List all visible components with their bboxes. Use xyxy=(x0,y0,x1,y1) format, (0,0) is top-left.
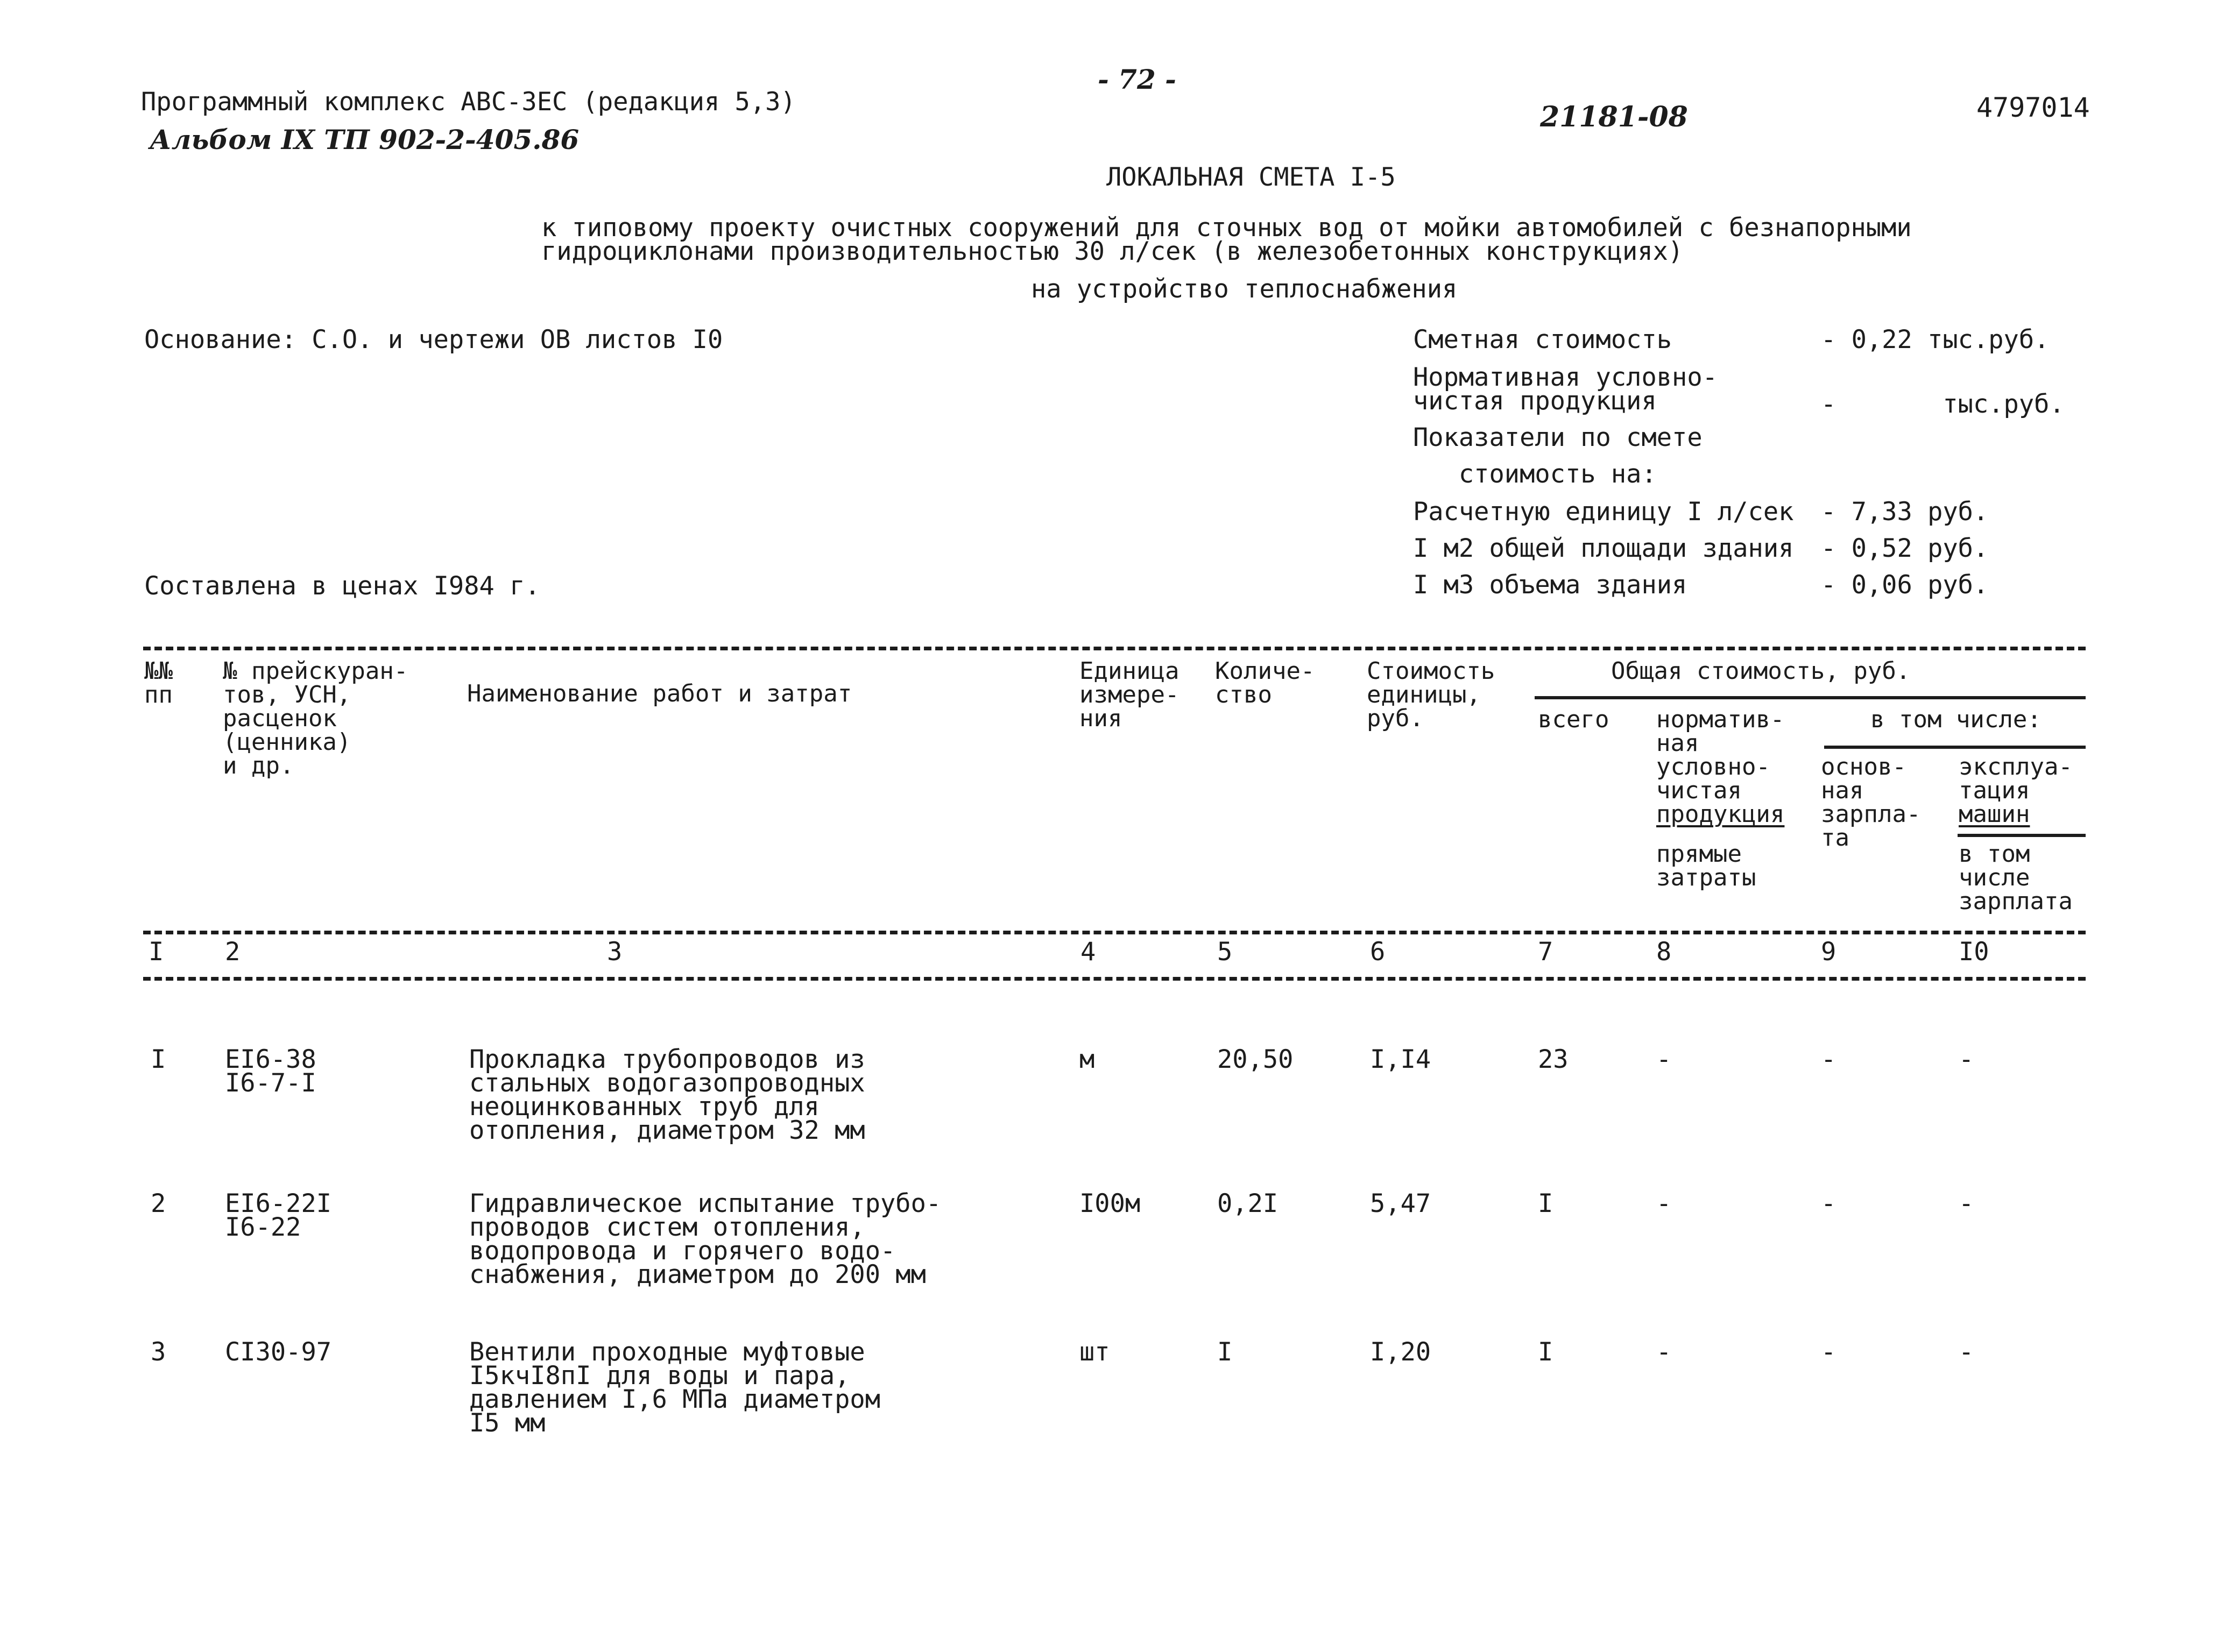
row-3-qty: I xyxy=(1217,1337,1233,1367)
row-1-col-10: - xyxy=(1959,1045,1974,1074)
header-col-8: норматив- ная условно- чистая xyxy=(1656,706,1785,804)
compiled-text: Составлена в ценах I984 г. xyxy=(144,571,540,601)
summary-label: Нормативная условно- чистая продукция xyxy=(1413,363,1718,416)
column-number: 7 xyxy=(1538,937,1553,967)
row-2-name: Гидравлическое испытание трубо- проводов систем отопления, водопровода и горячего водо- снабжения, диаметром до 200 мм xyxy=(469,1189,942,1289)
header-col-6: Стоимость единицы, руб. xyxy=(1367,657,1495,732)
header-bottom-rule xyxy=(143,931,2086,934)
row-3-col-10: - xyxy=(1959,1337,1974,1367)
summary-label: Сметная стоимость xyxy=(1413,325,1672,354)
summary-value: - 0,06 руб. xyxy=(1821,570,1989,600)
summary-label: I м3 объема здания xyxy=(1413,570,1687,600)
row-1-qty: 20,50 xyxy=(1217,1045,1294,1074)
column-number: 2 xyxy=(225,937,241,967)
row-1-price: I,I4 xyxy=(1370,1045,1431,1074)
row-3-code: CI30-97 xyxy=(225,1337,332,1367)
row-1-unit: м xyxy=(1079,1045,1095,1074)
summary-value: - 7,33 руб. xyxy=(1821,497,1989,527)
row-3-col-8: - xyxy=(1656,1337,1672,1367)
header-col-4: Единица измере- ния xyxy=(1079,657,1179,732)
header-col-8-direct: прямые затраты xyxy=(1656,840,1756,891)
row-3-number: 3 xyxy=(151,1337,166,1367)
row-2-code: EI6-22I I6-22 xyxy=(225,1189,332,1242)
header-col-7: всего xyxy=(1538,706,1609,733)
page-number: - 72 - xyxy=(1098,63,1176,95)
header-col-2: № прейскуран- тов, УСН, расценок (ценника) и др. xyxy=(223,657,408,779)
row-2-total: I xyxy=(1538,1189,1553,1218)
column-number: 6 xyxy=(1370,937,1386,967)
header-col-10: эксплуа- тация xyxy=(1959,753,2073,804)
program-name: Программный комплекс АВС-ЗЕС (редакция 5,3) xyxy=(141,87,796,117)
summary-label: I м2 общей площади здания xyxy=(1413,534,1794,563)
basis-text: Основание: С.О. и чертежи ОВ листов I0 xyxy=(144,325,723,354)
summary-label: Показатели по смете xyxy=(1413,423,1703,452)
row-2-unit: I00м xyxy=(1079,1189,1141,1218)
column-number: 4 xyxy=(1080,937,1096,967)
row-2-col-8: - xyxy=(1656,1189,1672,1218)
row-3-price: I,20 xyxy=(1370,1337,1431,1367)
row-2-qty: 0,2I xyxy=(1217,1189,1279,1218)
including-rule xyxy=(1824,746,2086,749)
row-2-col-9: - xyxy=(1821,1189,1836,1218)
column-numbers-rule xyxy=(143,977,2086,981)
row-2-col-10: - xyxy=(1959,1189,1974,1218)
estimate-title: ЛОКАЛЬНАЯ СМЕТА I-5 xyxy=(1106,162,1396,192)
summary-label: Расчетную единицу I л/сек xyxy=(1413,497,1794,527)
column-number: 8 xyxy=(1656,937,1672,967)
column-number: 5 xyxy=(1217,937,1233,967)
column-number: 3 xyxy=(607,937,623,967)
row-1-number: I xyxy=(151,1045,166,1074)
summary-value: - 0,52 руб. xyxy=(1821,534,1989,563)
column-number: I0 xyxy=(1959,937,1989,967)
row-1-col-8: - xyxy=(1656,1045,1672,1074)
row-3-total: I xyxy=(1538,1337,1553,1367)
row-2-number: 2 xyxy=(151,1189,166,1218)
row-3-col-9: - xyxy=(1821,1337,1836,1367)
total-cost-rule xyxy=(1535,696,2086,699)
header-col-1: №№ пп xyxy=(144,657,173,708)
code-handwritten: 21181-08 xyxy=(1540,101,1688,133)
summary-label: стоимость на: xyxy=(1413,459,1657,489)
row-3-name: Вентили проходные муфтовые I5кчI8пI для воды и пара, давлением I,6 МПа диаметром I5 мм xyxy=(469,1337,881,1438)
row-1-col-9: - xyxy=(1821,1045,1836,1074)
header-total-cost: Общая стоимость, руб. xyxy=(1611,657,1911,685)
header-col-9: основ- ная зарпла- та xyxy=(1821,753,1921,852)
column-number: 9 xyxy=(1821,937,1836,967)
header-col-10-wages: в том числе зарплата xyxy=(1959,840,2073,915)
row-3-unit: шт xyxy=(1079,1337,1110,1367)
header-col-8-product: продукция xyxy=(1656,800,1785,828)
row-1-total: 23 xyxy=(1538,1045,1569,1074)
table-top-rule xyxy=(143,647,2086,650)
column-number: I xyxy=(149,937,164,967)
machines-rule xyxy=(1958,834,2086,837)
row-2-price: 5,47 xyxy=(1370,1189,1431,1218)
title-line-3: на устройство теплоснабжения xyxy=(1031,274,1458,304)
album-handwritten: Альбом IX ТП 902-2-405.86 xyxy=(150,124,580,155)
header-col-10-machines: машин xyxy=(1959,800,2030,828)
title-line-1: к типовому проекту очистных сооружений для сточных вод от мойки автомобилей с безнапорными xyxy=(541,213,1912,243)
document-number: 4797014 xyxy=(1976,92,2090,123)
header-col-3: Наименование работ и затрат xyxy=(467,680,852,707)
row-1-name: Прокладка трубопроводов из стальных водогазопроводных неоцинкованных труб для отопления, диаметром 32 мм xyxy=(469,1045,865,1145)
header-including: в том числе: xyxy=(1870,706,2042,733)
title-line-2: гидроциклонами производительностью 30 л/сек (в железобетонных конструкциях) xyxy=(541,237,1684,266)
header-col-5: Количе- ство xyxy=(1215,657,1315,708)
summary-value: - 0,22 тыс.руб. xyxy=(1821,325,2050,354)
row-1-code: EI6-38 I6-7-I xyxy=(225,1045,316,1098)
summary-value: - тыс.руб. xyxy=(1821,389,2065,419)
